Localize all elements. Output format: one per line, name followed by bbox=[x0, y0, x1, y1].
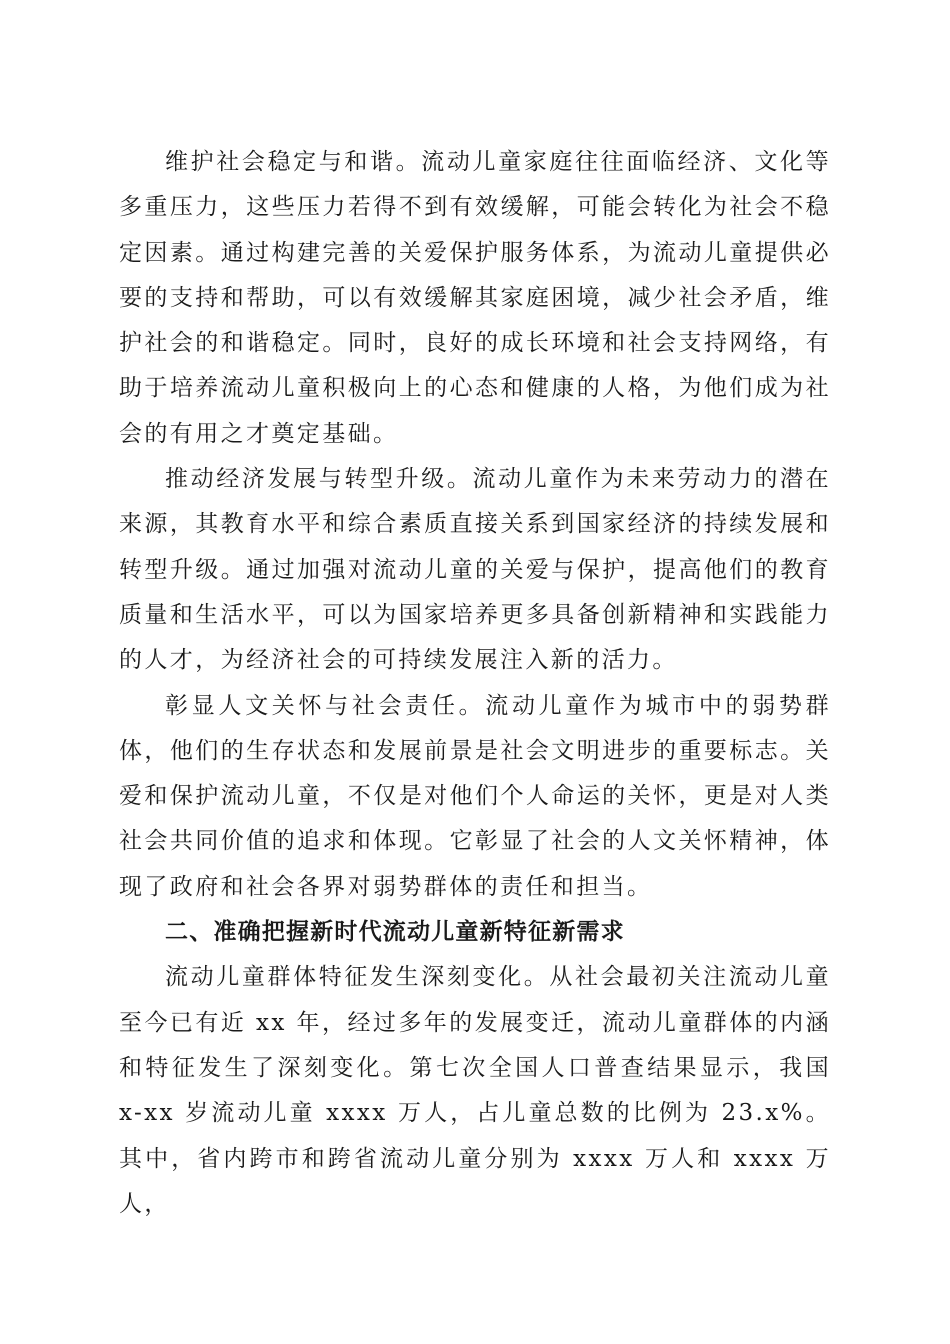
paragraph-social-stability: 维护社会稳定与和谐。流动儿童家庭往往面临经济、文化等多重压力，这些压力若得不到有效缓解，可能会转化为社会不稳定因素。通过构建完善的关爱保护服务体系，为流动儿童提供必要的支持和帮助，可以有效缓解其家庭困境，减少社会矛盾，维护社会的和谐稳定。同时，良好的成长环境和社会支持网络，有助于培养流动儿童积极向上的心态和健康的人格，为他们成为社会的有用之才奠定基础。 bbox=[119, 149, 831, 447]
document-body bbox=[119, 140, 831, 1227]
paragraph-group-characteristics: 流动儿童群体特征发生深刻变化。从社会最初关注流动儿童至今已有近 xx 年，经过多年的发展变迁，流动儿童群体的内涵和特征发生了深刻变化。第七次全国人口普查结果显示，我国 x-xx 岁流动儿童 xxxx 万人，占儿童总数的比例为 23.x%。其中，省内跨市和跨省流动儿童分别为 xxxx 万人和 xxxx 万人， bbox=[119, 964, 831, 1217]
section-heading: 二、准确把握新时代流动儿童新特征新需求 bbox=[165, 919, 625, 946]
paragraph-humanistic-care: 彰显人文关怀与社会责任。流动儿童作为城市中的弱势群体，他们的生存状态和发展前景是社会文明进步的重要标志。关爱和保护流动儿童，不仅是对他们个人命运的关怀，更是对人类社会共同价值的追求和体现。它彰显了社会的人文关怀精神，体现了政府和社会各界对弱势群体的责任和担当。 bbox=[119, 692, 831, 900]
paragraph-economic-development: 推动经济发展与转型升级。流动儿童作为未来劳动力的潜在来源，其教育水平和综合素质直接关系到国家经济的持续发展和转型升级。通过加强对流动儿童的关爱与保护，提高他们的教育质量和生活水平，可以为国家培养更多具备创新精神和实践能力的人才，为经济社会的可持续发展注入新的活力。 bbox=[119, 466, 831, 674]
